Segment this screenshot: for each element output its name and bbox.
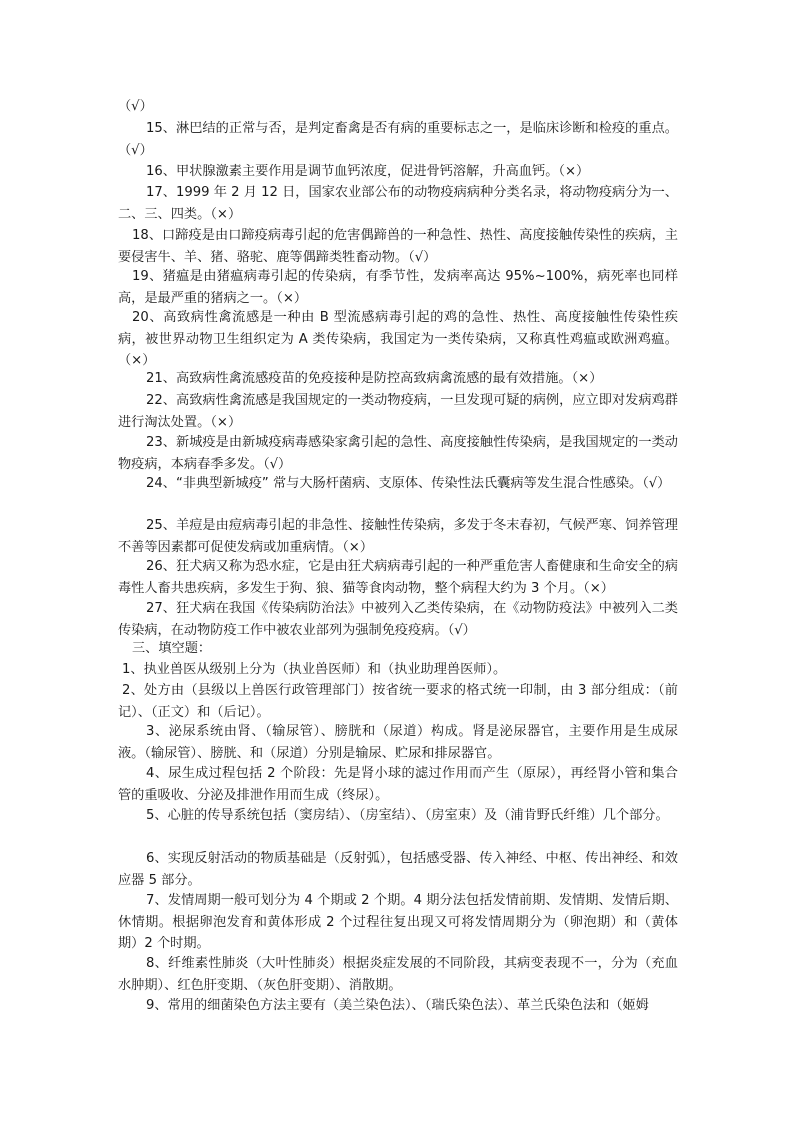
- statement-22: 22、高致病性禽流感是我国规定的一类动物疫病，一旦发现可疑的病例，应立即对发病鸡群进行淘汰处置。（×）: [118, 393, 678, 430]
- fill-blank-4: 4、尿生成过程包括 2 个阶段：先是肾小球的滤过作用而产生（原尿），再经肾小管和集合管的重吸收、分泌及排泄作用而生成（终尿）。: [118, 766, 678, 803]
- statement-16: 16、甲状腺激素主要作用是调节血钙浓度，促进骨钙溶解，升高血钙。（×）: [146, 164, 590, 179]
- statement-25: 25、羊痘是由痘病毒引起的非急性、接触性传染病，多发于冬末春初，气候严寒、饲养管理不善等因素都可促使发病或加重病情。（×）: [118, 518, 678, 555]
- fill-blank-9: 9、常用的细菌染色方法主要有（美兰染色法）、（瑞氏染色法）、革兰氏染色法和（姬姆: [146, 998, 649, 1013]
- section-heading: 三、填空题：: [132, 641, 212, 656]
- statement-20: 20、高致病性禽流感是一种由 B 型流感病毒引起的鸡的急性、热性、高度接触性传染性疾病，被世界动物卫生组织定为 A 类传染病，我国定为一类传染病，又称真性鸡瘟或欧洲鸡瘟。（×）: [118, 310, 678, 368]
- fill-blank-8: 8、纤维素性肺炎（大叶性肺炎）根据炎症发展的不同阶段，其病变表现不一，分为（充血水肿期）、红色肝变期、（灰色肝变期）、消散期。: [118, 956, 678, 993]
- statement-17: 17、1999 年 2 月 12 日，国家农业部公布的动物疫病病种分类名录，将动物疫病分为一、二、三、四类。（×）: [118, 185, 678, 222]
- statement-23: 23、新城疫是由新城疫病毒感染家禽引起的急性、高度接触性传染病，是我国规定的一类动物疫病，本病春季多发。（√）: [118, 435, 678, 472]
- statement-21: 21、高致病性禽流感疫苗的免疫接种是防控高致病禽流感的最有效措施。（×）: [146, 371, 603, 386]
- statement-24: 24、“非典型新城疫” 常与大肠杆菌病、支原体、传染性法氏囊病等发生混合性感染。（√）: [146, 476, 671, 491]
- fill-blank-5: 5、心脏的传导系统包括（窦房结）、（房室结）、（房室束）及（浦肯野氏纤维）几个部分。: [146, 808, 669, 823]
- fill-blank-6: 6、实现反射活动的物质基础是（反射弧），包括感受器、传入神经、中枢、传出神经、和效应器 5 部分。: [118, 851, 678, 888]
- fill-blank-2: 2、处方由（县级以上兽医行政管理部门）按省统一要求的格式统一印制，由 3 部分组成：（前记）、（正文）和（后记）。: [118, 683, 678, 720]
- statement-26: 26、狂犬病又称为恐水症，它是由狂犬病病毒引起的一种严重危害人畜健康和生命安全的病毒性人畜共患疾病，多发生于狗、狼、猫等食肉动物，整个病程大约为 3 个月。（×）: [118, 559, 678, 596]
- statement-18: 18、口蹄疫是由口蹄疫病毒引起的危害偶蹄兽的一种急性、热性、高度接触传染性的疾病，主要侵害牛、羊、猪、骆驼、鹿等偶蹄类牲畜动物。（√）: [118, 228, 678, 265]
- fill-blank-1: 1、执业兽医从级别上分为（执业兽医师）和（执业助理兽医师）。: [122, 662, 507, 677]
- fill-blank-3: 3、泌尿系统由肾、（输尿管）、膀胱和（尿道）构成。肾是泌尿器官，主要作用是生成尿液。（输尿管）、膀胱、和（尿道）分别是输尿、贮尿和排尿器官。: [118, 724, 678, 761]
- text-fragment: （√）: [118, 99, 153, 114]
- statement-27: 27、狂犬病在我国《传染病防治法》中被列入乙类传染病，在《动物防疫法》中被列入二类传染病，在动物防疫工作中被农业部列为强制免疫疫病。（√）: [118, 601, 678, 638]
- statement-19: 19、猪瘟是由猪瘟病毒引起的传染病，有季节性，发病率高达 95%~100%，病死率也同样高，是最严重的猪病之一。（×）: [118, 269, 678, 306]
- fill-blank-7: 7、发情周期一般可划分为 4 个期或 2 个期。4 期分法包括发情前期、发情期、发情后期、休情期。根据卵泡发育和黄体形成 2 个过程往复出现又可将发情周期分为（卵泡期）和（黄体期）2 个时期。: [118, 893, 678, 951]
- statement-15: 15、淋巴结的正常与否，是判定畜禽是否有病的重要标志之一，是临床诊断和检疫的重点。（√）: [118, 121, 678, 158]
